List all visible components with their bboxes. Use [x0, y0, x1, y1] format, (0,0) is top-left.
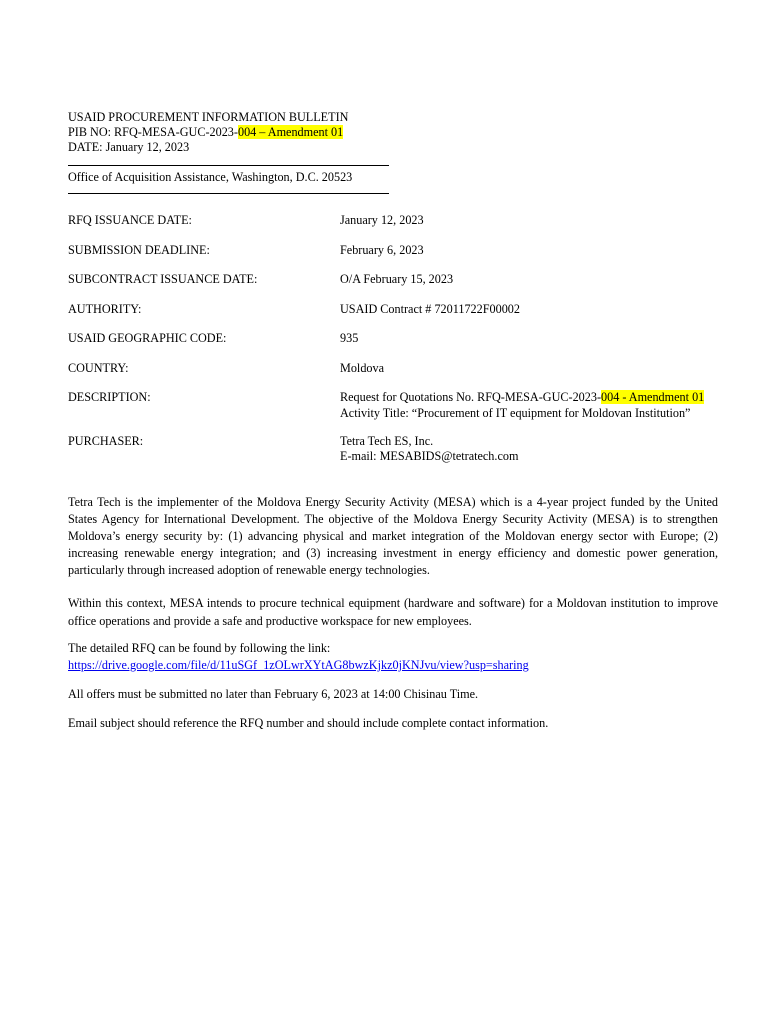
- paragraph-email-instructions: Email subject should reference the RFQ number and should include complete contact information.: [68, 715, 549, 730]
- subcontract-issuance-value: O/A February 15, 2023: [340, 272, 454, 286]
- description-line-1: [340, 390, 704, 406]
- geo-code-label: USAID GEOGRAPHIC CODE:: [68, 331, 227, 345]
- authority-label: AUTHORITY:: [68, 301, 142, 316]
- paragraph-context: Within this context, MESA intends to procure technical equipment (hardware and software) for a Moldovan institution to improve office operations and provide a safe and productive workspace for new employees.: [68, 596, 718, 628]
- description-rfq-highlight: 004 - Amendment 01: [601, 390, 705, 404]
- geo-code-value: 935: [340, 331, 359, 345]
- submission-deadline-value: February 6, 2023: [340, 242, 424, 257]
- purchaser-email: E-mail: MESABIDS@tetratech.com: [340, 449, 519, 463]
- description-rfq-prefix: Request for Quotations No. RFQ-MESA-GUC-2023-: [340, 390, 602, 404]
- rfq-issuance-value: January 12, 2023: [340, 213, 424, 227]
- details-row-subcontract-issuance: [68, 272, 728, 302]
- details-row-rfq-issuance: [68, 213, 728, 243]
- bulletin-date: DATE: January 12, 2023: [68, 140, 190, 154]
- country-value: Moldova: [340, 360, 385, 375]
- purchaser-value: [340, 434, 518, 465]
- subcontract-issuance-label: SUBCONTRACT ISSUANCE DATE:: [68, 272, 258, 286]
- details-row-authority: [68, 302, 728, 332]
- details-row-submission-deadline: [68, 243, 728, 273]
- description-line-2: Activity Title: “Procurement of IT equipment for Moldovan Institution”: [340, 405, 691, 420]
- purchaser-label: PURCHASER:: [68, 433, 144, 448]
- pib-number: [68, 125, 389, 140]
- header-divider-bottom: [68, 193, 389, 194]
- description-label: DESCRIPTION:: [68, 390, 151, 404]
- office-line: Office of Acquisition Assistance, Washington, D.C. 20523: [68, 170, 353, 184]
- details-row-description: [68, 390, 728, 434]
- document-body: [68, 494, 718, 732]
- bulletin-title: USAID PROCUREMENT INFORMATION BULLETIN: [68, 110, 349, 124]
- paragraph-deadline: All offers must be submitted no later than February 6, 2023 at 14:00 Chisinau Time.: [68, 686, 479, 701]
- header-divider-top: [68, 165, 389, 166]
- details-row-country: [68, 361, 728, 391]
- details-row-geo-code: [68, 331, 728, 361]
- rfq-link-intro: The detailed RFQ can be found by following the link:: [68, 640, 331, 655]
- submission-deadline-label: SUBMISSION DEADLINE:: [68, 242, 210, 257]
- details-table: [68, 213, 728, 466]
- authority-value: USAID Contract # 72011722F00002: [340, 301, 520, 316]
- rfq-drive-link[interactable]: https://drive.google.com/file/d/11uSGf_1zOLwrXYtAG8bwzKjkz0jKNJvu/view?usp=sharing: [68, 657, 529, 672]
- country-label: COUNTRY:: [68, 360, 129, 375]
- description-value: [340, 390, 704, 421]
- pib-number-prefix: PIB NO: RFQ-MESA-GUC-2023-: [68, 125, 238, 139]
- paragraph-rfq-link: [68, 640, 718, 674]
- details-row-purchaser: [68, 434, 728, 466]
- paragraph-background: Tetra Tech is the implementer of the Moldova Energy Security Activity (MESA) which is a 4-year project funded by the United States Agency for International Development. The objective of the Moldova Energy Security Activity (MESA) is to strengthen Moldova’s energy security by: (1) advancing physical and market integration of the Moldovan energy sector with Europe; (2) increasing renewable energy integration; and (3) increasing investment in energy efficiency and domestic power generation, particularly through increased adoption of renewable energy technologies.: [68, 495, 718, 578]
- bulletin-header: [68, 110, 389, 198]
- pib-number-highlight: 004 – Amendment 01: [237, 125, 344, 139]
- purchaser-name: Tetra Tech ES, Inc.: [340, 433, 434, 448]
- rfq-issuance-label: RFQ ISSUANCE DATE:: [68, 213, 192, 227]
